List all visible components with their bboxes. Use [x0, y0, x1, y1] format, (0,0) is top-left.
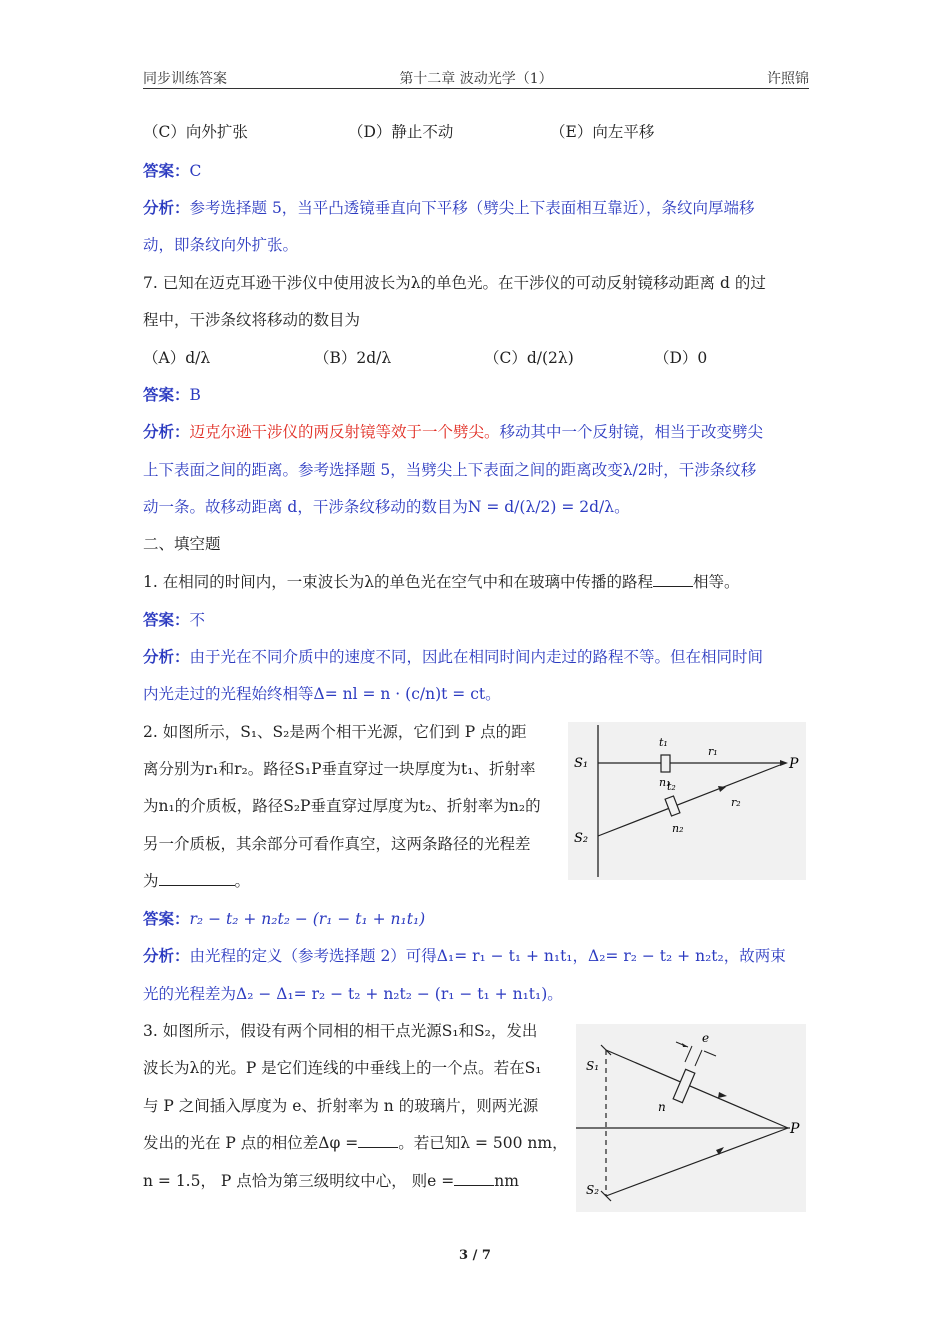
f3-label-s1: S₁	[586, 1059, 600, 1073]
q7-option-c: （C）d/(2λ)	[484, 349, 574, 367]
header-right: 许照锦	[767, 71, 809, 87]
q7-option-a: （A）d/λ	[143, 349, 211, 367]
f2-analysis-line2: 光的光程差为Δ₂ − Δ₁= r₂ − t₂ + n₂t₂ − (r₁ − t₁ + n₁t₁)。	[143, 985, 563, 1003]
f1-analysis-line1: 分析：由于光在不同介质中的速度不同，因此在相同时间内走过的路程不等。但在相同时间	[143, 647, 764, 666]
f1-stem: 1. 在相同的时间内，一束波长为λ的单色光在空气中和在玻璃中传播的路程 相等。	[143, 573, 740, 591]
header-left: 同步训练答案	[143, 71, 227, 87]
f2-label-p: P	[789, 756, 799, 772]
f3-label-s2: S₂	[586, 1183, 600, 1197]
f2-stem-line5: 为 。	[143, 872, 251, 890]
f2-stem-line1: 2. 如图所示，S₁、S₂是两个相干光源，它们到 P 点的距	[143, 723, 527, 741]
f2-label-s2: S₂	[574, 831, 589, 846]
f3-label-p: P	[790, 1121, 800, 1137]
q6-option-d: （D）静止不动	[348, 123, 454, 141]
f2-stem-line4: 另一介质板，其余部分可看作真空，这两条路径的光程差	[143, 835, 531, 853]
f3-stem-line5: n = 1.5， P 点恰为第三级明纹中心， 则e = nm	[143, 1172, 519, 1190]
q7-stem-line2: 程中，干涉条纹将移动的数目为	[143, 311, 361, 329]
f3-diagram	[576, 1024, 806, 1212]
q6-answer: 答案：C	[143, 161, 202, 180]
f3-stem-line1: 3. 如图所示，假设有两个同相的相干点光源S₁和S₂，发出	[143, 1022, 538, 1040]
q7-analysis-line3: 动一条。故移动距离 d，干涉条纹移动的数目为N = d/(λ/2) = 2d/λ。	[143, 498, 630, 516]
f3-blank-thickness	[454, 1171, 494, 1186]
f3-figure	[576, 1024, 806, 1212]
f2-label-t2: t₂	[667, 780, 676, 793]
f2-stem-line2: 离分别为r₁和r₂。路径S₁P垂直穿过一块厚度为t₁、折射率	[143, 760, 536, 778]
f2-analysis-line1: 分析：由光程的定义（参考选择题 2）可得Δ₁= r₁ − t₁ + n₁t₁，Δ₂= r₂ − t₂ + n₂t₂，故两束	[143, 946, 786, 965]
q7-option-b: （B）2d/λ	[314, 349, 392, 367]
f2-label-n2: n₂	[672, 822, 684, 835]
f2-label-t1: t₁	[659, 736, 668, 749]
section-title-fill-blank: 二、填空题	[143, 535, 221, 553]
f3-stem-line3: 与 P 之间插入厚度为 e、折射率为 n 的玻璃片，则两光源	[143, 1097, 539, 1115]
q6-analysis-line2: 动，即条纹向外扩张。	[143, 236, 299, 254]
q6-option-c: （C）向外扩张	[143, 123, 248, 141]
f3-stem-line4: 发出的光在 P 点的相位差Δφ = 。若已知λ = 500 nm，	[143, 1134, 568, 1152]
f2-label-n1: n₁	[659, 776, 671, 789]
f1-blank	[653, 572, 693, 587]
f2-figure	[568, 722, 806, 880]
q7-stem-line1: 7. 已知在迈克耳逊干涉仪中使用波长为λ的单色光。在干涉仪的可动反射镜移动距离 d 的过	[143, 274, 766, 292]
f2-label-s1: S₁	[574, 756, 589, 771]
page-header	[143, 66, 809, 89]
f2-blank	[159, 871, 235, 886]
f2-answer: 答案：r₂ − t₂ + n₂t₂ − (r₁ − t₁ + n₁t₁)	[143, 909, 426, 928]
q6-analysis-line1: 分析：参考选择题 5，当平凸透镜垂直向下平移（劈尖上下表面相互靠近），条纹向厚端移	[143, 198, 755, 217]
f3-blank-phase	[358, 1133, 398, 1148]
q7-analysis-line1: 分析：迈克尔逊干涉仪的两反射镜等效于一个劈尖。移动其中一个反射镜，相当于改变劈尖	[143, 422, 764, 441]
f3-label-n: n	[658, 1100, 666, 1114]
q7-option-d: （D）0	[654, 349, 708, 367]
page-number: 3 / 7	[459, 1248, 491, 1263]
f2-diagram	[568, 722, 806, 880]
q7-answer: 答案：B	[143, 385, 201, 404]
f2-label-r2: r₂	[731, 796, 741, 809]
f2-stem-line3: 为n₁的介质板，路径S₂P垂直穿过厚度为t₂、折射率为n₂的	[143, 797, 541, 815]
q6-option-e: （E）向左平移	[550, 123, 655, 141]
f2-label-r1: r₁	[708, 745, 718, 758]
q7-analysis-line2: 上下表面之间的距离。参考选择题 5，当劈尖上下表面之间的距离改变λ/2时，干涉条纹移	[143, 461, 757, 479]
f1-answer: 答案：不	[143, 610, 206, 629]
f1-analysis-line2: 内光走过的光程始终相等Δ= nl = n · (c/n)t = ct。	[143, 685, 501, 703]
f3-stem-line2: 波长为λ的光。P 是它们连线的中垂线上的一个点。若在S₁	[143, 1059, 542, 1077]
f3-label-e: e	[702, 1031, 710, 1045]
header-center: 第十二章 波动光学（1）	[399, 71, 553, 87]
